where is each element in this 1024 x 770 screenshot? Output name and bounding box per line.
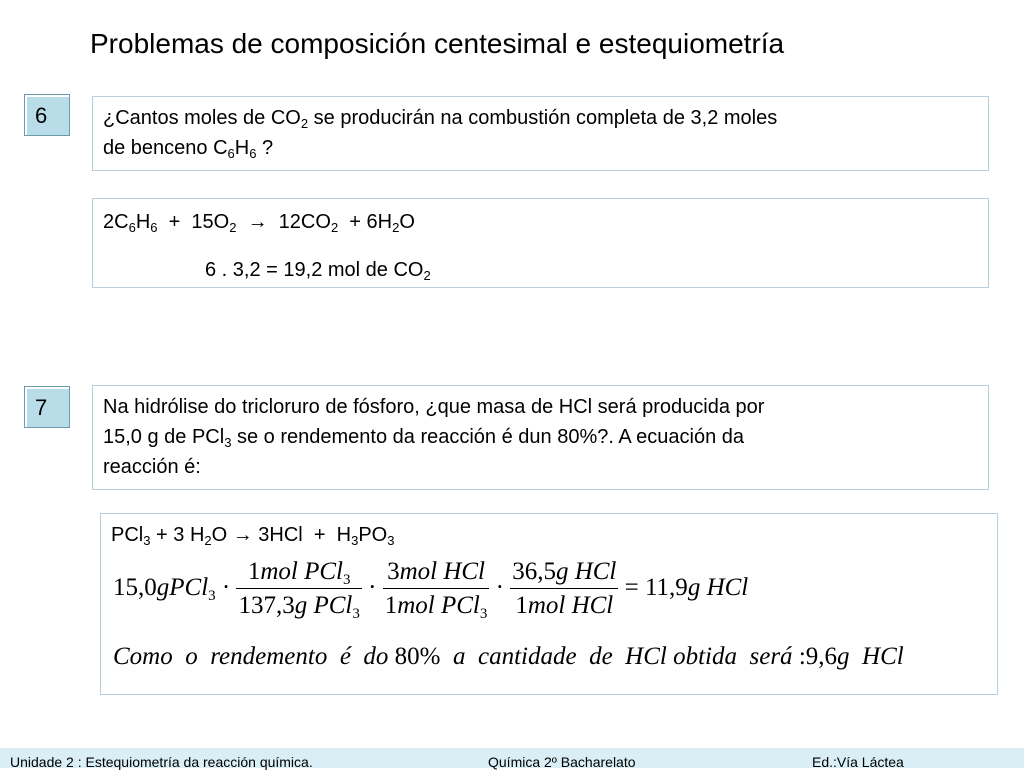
- page-title: Problemas de composición centesimal e estequiometría: [90, 28, 785, 59]
- conversion-factor: $\frac{1mol PCl_3}{137,3g PCl_3}$: [238, 558, 360, 622]
- conversion-factor: $\frac{\text{36,5g HCl}}{\text{1mol HCl}}$: [512, 558, 617, 619]
- question-line: ¿Cantos moles de $CO_2$ se producirán na combustión completa de 3,2 moles: [103, 107, 778, 131]
- footer-unit: Unidade 2 : Estequiometría da reacción química.: [10, 754, 313, 770]
- conclusion: Como o rendemento é do 80% a cantidade de HCl obtida será :9,6g HCl: [113, 643, 904, 670]
- question-line: reacción é:: [103, 456, 201, 478]
- question-line: 15,0 g de PCl$_3$ se o rendemento da reacción é dun 80%?. A ecuación da: [103, 426, 745, 450]
- question-line: Na hidrólise do tricloruro de fósforo, ¿que masa de HCl será producida por: [103, 396, 765, 418]
- question-text: [103, 103, 777, 163]
- footer: [0, 748, 1024, 768]
- conversion-factor: $\frac{\text{3mol HCl}}{1mol PCl_3}$: [384, 558, 488, 622]
- problem-number: 6: [35, 103, 48, 128]
- equation: PCl$_3$ + 3 $H_2O \to 3HCl + H_3PO_3$: [111, 524, 395, 548]
- question-text: [103, 392, 764, 482]
- problem-number-badge: [24, 94, 70, 136]
- question-box: [92, 385, 989, 490]
- stoichiometry-calculation: 15,0gPCl$_3$ · $\frac{1mol PCl_3}{137,3g PCl_3}$ · $\frac{\text{3mol HCl}}{1mol PCl_3}$ · $\frac{\text{36,5g HCl}}{\text{1mol HCl}}$ = 11,9g HCl: [113, 558, 749, 622]
- answer-box: [92, 198, 989, 288]
- question-line: de benceno $C_6H_6$ ?: [103, 137, 274, 161]
- answer-box: [100, 513, 998, 695]
- problem-number: 7: [35, 395, 48, 420]
- footer-publisher: Ed.:Vía Láctea: [812, 754, 904, 770]
- problem-number-badge: [24, 386, 70, 428]
- question-box: [92, 96, 989, 171]
- footer-course: Química 2º Bacharelato: [488, 754, 636, 770]
- result: 6 . 3,2 = 19,2 mol de $CO_2$: [205, 259, 431, 283]
- equation: $2C_6H_6 + 15O_2 \to 12CO_2 + 6H_2O$: [103, 211, 415, 235]
